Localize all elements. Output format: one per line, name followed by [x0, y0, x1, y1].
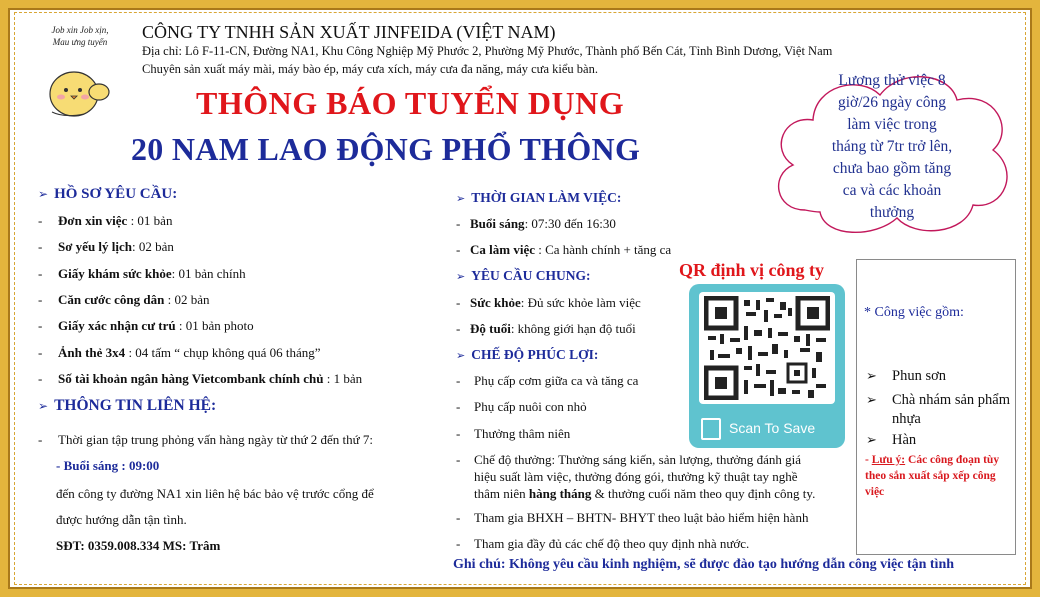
- company-business: Chuyên sản xuất máy mài, máy bào ép, máy cưa xích, máy cưa đa năng, máy cưa kiểu bàn.: [142, 62, 598, 76]
- mascot-caption-line2: Mau ưng tuyển: [52, 37, 108, 47]
- profile-item: - Căn cước công dân : 02 bản: [38, 292, 210, 307]
- contact-phone: SĐT: 0359.008.334 MS: Trâm: [56, 538, 221, 553]
- cloud-line: tháng từ 7tr trở lên,: [831, 138, 953, 155]
- salary-cloud-text: [797, 70, 987, 224]
- chevron-right-icon: ➢: [866, 393, 877, 408]
- chick-mascot-icon: [44, 62, 114, 118]
- benefit-bonus: - Chế độ thưởng: Thưởng sáng kiến, sản lượng, thưởng đánh giá hiệu suất làm việc, thưởng đóng gói, thưởng kỹ thuật tay nghề thâm niên hàng tháng & thưởng cuối năm theo quy định công ty.: [456, 452, 816, 501]
- arrow-right-icon: ➢: [38, 187, 49, 201]
- company-address: Địa chỉ: Lô F-11-CN, Đường NA1, Khu Công Nghiệp Mỹ Phước 2, Phường Mỹ Phước, Thành phố Bến Cát, Tỉnh Bình Dương, Việt Nam: [142, 44, 833, 58]
- cloud-line: thưởng: [869, 204, 915, 221]
- arrow-right-icon: ➢: [38, 399, 49, 413]
- chevron-right-icon: ➢: [866, 369, 877, 384]
- arrow-right-icon: ➢: [456, 192, 466, 205]
- profile-item: - Giấy xác nhận cư trú : 01 bản photo: [38, 318, 254, 333]
- arrow-right-icon: ➢: [456, 349, 466, 362]
- scan-label: Scan To Save: [729, 420, 816, 436]
- cloud-line: chưa bao gồm tăng: [832, 160, 952, 177]
- profile-heading: ➢ HỒ SƠ YÊU CẦU:: [38, 186, 178, 202]
- general-age: - Độ tuổi: không giới hạn độ tuổi: [456, 321, 636, 336]
- mascot-caption-line1: Job xin Job xịn,: [51, 25, 109, 35]
- general-heading: ➢ YÊU CẦU CHUNG:: [456, 268, 591, 283]
- profile-item: - Sơ yếu lý lịch: 02 bản: [38, 239, 174, 254]
- scan-to-save-button[interactable]: [689, 414, 845, 444]
- contact-line: - Thời gian tập trung phỏng vấn hàng ngày từ thứ 2 đến thứ 7:: [38, 432, 374, 447]
- qr-code-icon: [704, 296, 830, 400]
- contact-heading: ➢ THÔNG TIN LIÊN HỆ:: [38, 397, 217, 414]
- contact-line: được hướng dẫn tận tình.: [56, 512, 187, 527]
- contact-line: đến công ty đường NA1 xin liên hệ bác bảo vệ trước cổng để: [56, 486, 374, 501]
- qr-title: QR định vị công ty: [679, 260, 825, 280]
- benefit-item: - Phụ cấp nuôi con nhỏ: [456, 399, 587, 414]
- general-health: - Sức khỏe: Đủ sức khỏe làm việc: [456, 295, 641, 310]
- benefit-item: - Phụ cấp cơm giữa ca và tăng ca: [456, 373, 639, 388]
- chevron-right-icon: ➢: [866, 433, 877, 448]
- cloud-line: Lương thử việc 8: [838, 72, 946, 89]
- mascot-caption: [40, 24, 120, 48]
- profile-item: - Đơn xin việc : 01 bản: [38, 213, 173, 228]
- worktime-heading: ➢ THỜI GIAN LÀM VIỆC:: [456, 190, 622, 205]
- profile-item: - Số tài khoản ngân hàng Vietcombank chính chủ : 1 bản: [38, 371, 363, 386]
- cloud-line: ca và các khoản: [842, 182, 942, 199]
- contact-morning: - Buổi sáng : 09:00: [56, 458, 160, 473]
- job-item: ➢ Chà nhám sản phẩm nhựa: [866, 392, 1010, 427]
- benefit-item: - Tham gia đầy đủ các chế độ theo quy định nhà nước.: [456, 536, 750, 551]
- cloud-line: làm việc trong: [847, 116, 937, 133]
- company-name: CÔNG TY TNHH SẢN XUẤT JINFEIDA (VIỆT NAM): [142, 22, 556, 42]
- benefits-heading: ➢ CHẾ ĐỘ PHÚC LỢI:: [456, 347, 599, 362]
- jobs-heading: * Công việc gồm:: [864, 305, 964, 320]
- arrow-right-icon: ➢: [456, 270, 466, 283]
- worktime-shift: - Ca làm việc : Ca hành chính + tăng ca: [456, 242, 672, 257]
- profile-item: - Giấy khám sức khỏe: 01 bản chính: [38, 266, 246, 281]
- footer-note: Ghi chú: Không yêu cầu kinh nghiệm, sẽ được đào tạo hướng dẫn công việc tận tình: [453, 557, 955, 572]
- cloud-line: giờ/26 ngày công: [837, 94, 947, 111]
- job-item: ➢ Phun sơn: [866, 368, 946, 384]
- poster-subtitle: 20 NAM LAO ĐỘNG PHỔ THÔNG: [131, 131, 641, 167]
- poster-title: THÔNG BÁO TUYỂN DỤNG: [196, 85, 625, 121]
- jobs-note: - Lưu ý: Các công đoạn tùy theo sắn xuất sắp xếp công việc: [865, 454, 1000, 498]
- profile-item: - Ảnh thẻ 3x4 : 04 tấm “ chụp không quá 06 tháng”: [38, 345, 321, 360]
- job-item: ➢ Hàn: [866, 432, 917, 448]
- benefit-item: - Thưởng thâm niên: [456, 426, 571, 441]
- benefit-item: - Tham gia BHXH – BHTN- BHYT theo luật bảo hiểm hiện hành: [456, 510, 809, 525]
- scan-icon: [701, 418, 721, 440]
- worktime-morning: - Buổi sáng: 07:30 đến 16:30: [456, 216, 616, 231]
